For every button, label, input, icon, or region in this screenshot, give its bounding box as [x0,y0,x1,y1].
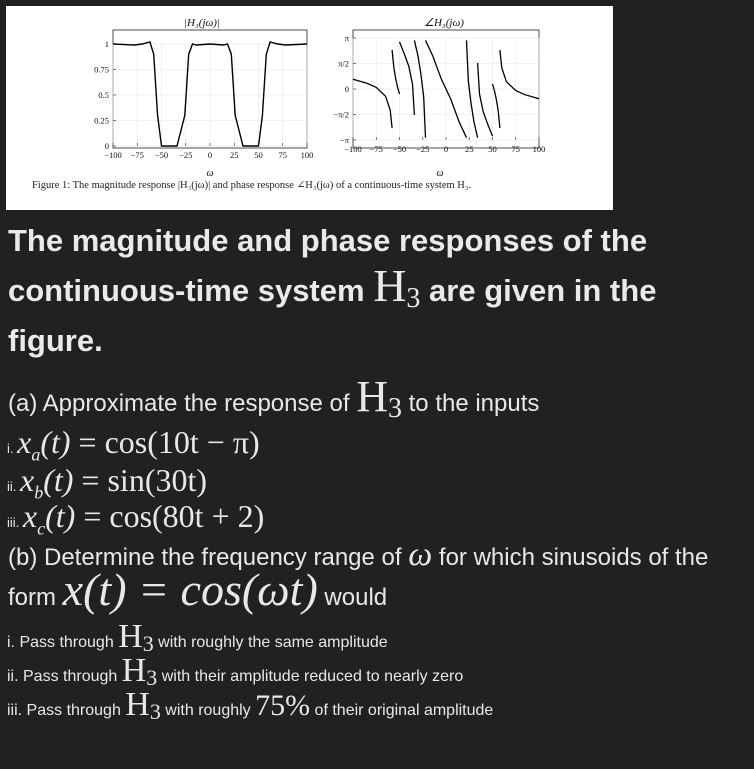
phase-segment [493,84,500,128]
phase-segment [400,42,415,115]
y-tick-label: 0.75 [94,64,109,75]
input-a-formula: = cos(10t − π) [78,424,260,460]
part-b-heading [8,538,752,618]
input-b-formula: = sin(30t) [81,462,208,498]
x-tick-label: −50 [154,150,169,160]
right-y-ticks [333,33,356,145]
right-panel-title: ∠H₃(jω) [424,17,464,29]
cosine-formula: x(t) = cos(ωt) [62,564,318,615]
x-tick-label: 100 [300,150,314,160]
figure-charts [6,6,613,178]
input-item-c: iii. $x_c(t) = \cos(80t + 2)$ [7,498,265,539]
x-tick-label: 75 [511,144,520,154]
x-tick-label: 0 [207,150,213,160]
x-tick-label: 25 [465,144,474,154]
y-tick-label: −π [339,135,349,145]
part-a-text: (a) Approximate the response of [8,390,357,417]
pass-item-3: iii. Pass through $H_3$ with roughly 75% of their original amplitude [7,686,494,724]
part-b-text-mid: for which sinusoids of the form [8,544,709,611]
y-tick-label: 1 [104,39,109,49]
right-x-ticks [344,137,545,154]
percentage-value: 75% [255,689,311,722]
x-tick-label: 0 [443,144,449,154]
system-symbol: $H_3$ [118,618,154,656]
system-symbol: $H_3$ [356,372,402,424]
x-tick-label: 25 [230,150,239,160]
intro-text-start: The magnitude and phase responses of the continuous-time system [8,223,648,308]
figure-caption: Figure 1: The magnitude response |H₃(jω)| and phase response ∠H₃(jω) of a continuous-time system H₃. [32,180,472,191]
omega-symbol: ω [408,536,433,573]
system-symbol: $H_3$ [121,652,158,690]
x-tick-label: −100 [104,150,122,160]
phase-segment [392,50,399,94]
left-grid [113,44,307,146]
phase-segment [500,50,539,99]
input-item-b: ii. $x_b(t) = \sin(30t)$ [7,462,208,503]
phase-segment [353,79,392,128]
problem-intro [8,216,748,366]
y-tick-label: 0 [104,141,109,151]
left-x-label: ω [206,168,214,178]
left-x-ticks [104,143,313,160]
y-tick-label: −π/2 [333,109,349,120]
pass-item-2: ii. Pass through $H_3$ with their amplitude reduced to nearly zero [7,652,464,690]
part-b-text: (b) Determine the frequency range of [8,544,409,571]
input-c-formula: = cos(80t + 2) [83,498,265,534]
figure-image [6,6,613,210]
x-tick-label: −100 [344,144,362,154]
pass-item-1: i. Pass through $H_3$ with roughly the same amplitude [7,618,388,656]
y-tick-label: π [344,33,349,43]
part-a-heading [8,372,540,424]
x-tick-label: 50 [488,144,497,154]
input-item-a: i. $x_a(t) = \cos(10t - \pi)$ [7,424,260,465]
part-a-text-end: to the inputs [401,390,540,417]
x-tick-label: −75 [130,150,144,160]
x-tick-label: 75 [278,150,287,160]
y-tick-label: 0.25 [94,115,109,126]
x-tick-label: −50 [392,144,407,154]
x-tick-label: 100 [532,144,546,154]
y-tick-label: 0.5 [98,90,109,100]
x-tick-label: −25 [416,144,430,154]
system-symbol: $H_3$ [373,260,421,314]
left-panel-title: |H₃(jω)| [184,17,220,29]
system-symbol: $H_3$ [125,686,161,724]
y-tick-label: π/2 [338,58,349,69]
intro-text-end: are given in the figure. [8,273,657,358]
phase-segment [478,63,493,136]
right-x-label: ω [436,168,444,178]
x-tick-label: −25 [179,150,193,160]
part-b-text-end: would [317,584,388,611]
y-tick-label: 0 [344,84,349,94]
x-tick-label: 50 [254,150,263,160]
x-tick-label: −75 [369,144,383,154]
